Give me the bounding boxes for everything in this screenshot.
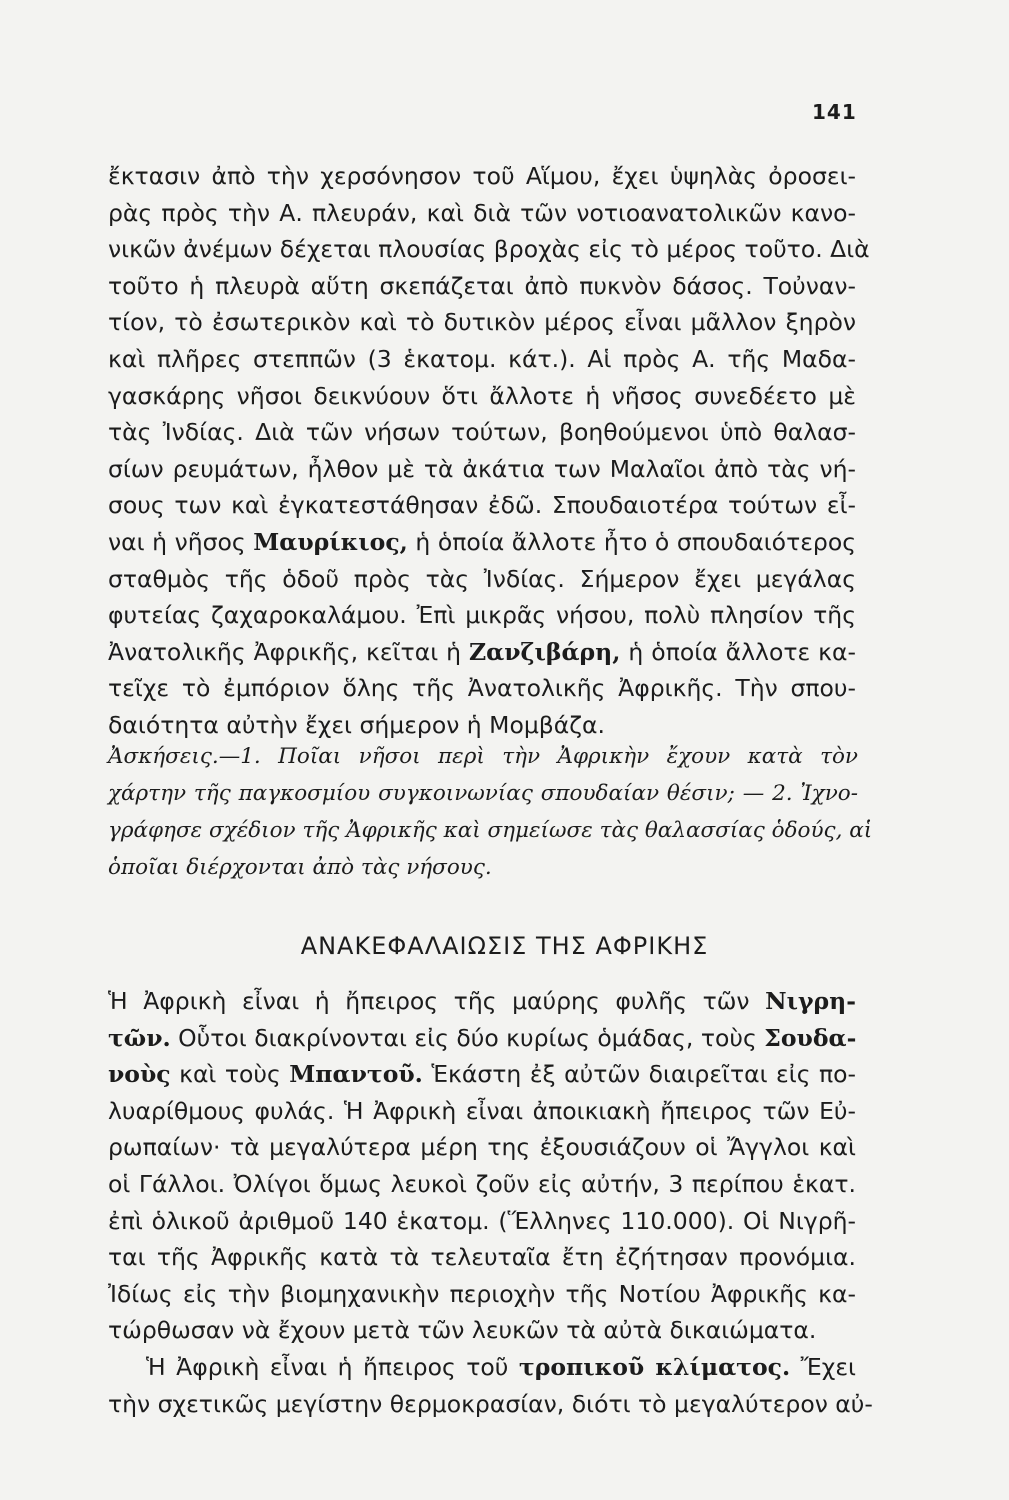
text-run: τεῖχε τὸ ἐμπόριον ὅλης τῆς Ἀνατολικῆς Ἀφρικῆς. Τὴν σπου- [108,674,856,703]
text-line [108,1386,873,1423]
text-run: γασκάρης νῆσοι δεικνύουν ὅτι ἄλλοτε ἡ νῆσος συνεδέετο μὲ [108,381,856,410]
text-line [108,670,856,707]
text-run: φυτείας ζαχαροκαλάμου. Ἐπὶ μικρᾶς νήσου, πολὺ πλησίον τῆς [108,601,856,630]
text-run: τίον, τὸ ἐσωτερικὸν καὶ τὸ δυτικὸν μέρος εἶναι μᾶλλον ξηρὸν [108,308,856,337]
text-run: ἐπὶ ὁλικοῦ ἀριθμοῦ 140 ἑκατομ. (Ἕλληνες 110.000). Οἱ Νιγρῆ- [108,1206,856,1235]
text-line [108,1056,856,1093]
text-line [108,1276,856,1313]
exercise-line: ὁποῖαι διέρχονται ἀπὸ τὰς νήσους. [108,855,492,880]
bold-term-mauritius: Μαυρίκιος, [253,527,408,556]
text-line [108,1239,856,1276]
page-number: 141 [812,100,857,124]
exercise-line: χάρτην τῆς παγκοσμίου συγκοινωνίας σπουδαίαν θέσιν; — 2. Ἰχνο- [108,781,858,806]
text-line [108,1129,856,1166]
text-run: Ἑκάστη ἐξ αὐτῶν διαιρεῖται εἰς πο- [422,1060,856,1089]
text-line [108,1020,856,1057]
paragraph-africa-summary [108,983,873,1422]
text-run: ρὰς πρὸς τὴν Α. πλευράν, καὶ διὰ τῶν νοτιοανατολικῶν κανο- [108,198,856,227]
text-line [108,487,856,524]
text-run: ἔκτασιν ἀπὸ τὴν χερσόνησον τοῦ Αἵμου, ἔχει ὑψηλὰς ὀροσει- [108,162,856,190]
text-run: οἱ Γάλλοι. Ὀλίγοι ὅμως λευκοὶ ζοῦν εἰς αὐτήν, 3 περίπου ἑκατ. [108,1169,856,1198]
text-line [108,341,856,378]
text-line [108,1349,856,1386]
text-run: τὰς Ἰνδίας. Διὰ τῶν νήσων τούτων, βοηθούμενοι ὑπὸ θαλασ- [108,418,856,447]
text-run: δαιότητα αὐτὴν ἔχει σήμερον ἡ Μομβάζα. [108,710,606,739]
bold-term-bantu: Μπαντοῦ. [289,1060,423,1089]
text-line [108,231,870,268]
text-line [108,1203,856,1240]
text-run: Ἡ Ἀφρικὴ εἶναι ἡ ἤπειρος τῆς μαύρης φυλῆς τῶν [108,987,766,1015]
exercise-line: Ἀσκήσεις.—1. Ποῖαι νῆσοι περὶ τὴν Ἀφρικὴν ἔχουν κατὰ τὸν [108,744,858,769]
text-line [108,1166,856,1203]
text-line [108,451,856,488]
bold-term-negroes: Νιγρη- [765,987,856,1015]
text-line [108,634,856,671]
text-run: τὴν σχετικῶς μεγίστην θερμοκρασίαν, διότι τὸ μεγαλύτερον αὐ- [108,1389,873,1418]
paragraph-madagascar-islands [108,158,870,744]
exercises-paragraph [108,738,873,886]
bold-term-zanzibar: Ζανζιβάρη, [469,637,621,666]
text-run: ἡ ὁποία ἄλλοτε ἦτο ὁ σπουδαιότερος [407,527,857,556]
text-run: ναι ἡ νῆσος [108,527,254,556]
text-line [108,414,856,451]
text-run: καὶ τοὺς [170,1060,290,1089]
text-run: ρωπαίων· τὰ μεγαλύτερα μέρη της ἐξουσιάζουν οἱ Ἄγγλοι καὶ [108,1133,856,1162]
text-run: νικῶν ἀνέμων δέχεται πλουσίας βροχὰς εἰς τὸ μέρος τοῦτο. Διὰ [108,235,870,264]
text-line [108,1093,856,1130]
text-run: σίων ρευμάτων, ἦλθον μὲ τὰ ἀκάτια των Μαλαῖοι ἀπὸ τὰς νή- [108,454,856,483]
text-run: σταθμὸς τῆς ὁδοῦ πρὸς τὰς Ἰνδίας. Σήμερον ἔχει μεγάλας [108,564,856,593]
text-run: Ἡ Ἀφρικὴ εἶναι ἡ ἤπειρος τοῦ [146,1352,519,1381]
text-line [108,158,856,195]
text-line [108,268,856,305]
section-heading: ΑΝΑΚΕΦΑΛΑΙΩΣΙΣ ΤΗΣ ΑΦΡΙΚΗΣ [300,932,709,960]
text-line [108,304,856,341]
bold-term-sudanese: Σουδα- [764,1023,857,1052]
text-run: λυαρίθμους φυλάς. Ἡ Ἀφρικὴ εἶναι ἀποικιακὴ ἤπειρος τῶν Εὐ- [108,1096,856,1125]
text-run: ἡ ὁποία ἄλλοτε κα- [620,637,856,666]
bold-term-tropical-climate: τροπικοῦ κλίματος. [518,1352,791,1381]
text-run: τώρθωσαν νὰ ἔχουν μετὰ τῶν λευκῶν τὰ αὐτὰ δικαιώματα. [108,1316,817,1345]
exercise-line: γράφησε σχέδιον τῆς Ἀφρικῆς καὶ σημείωσε τὰς θαλασσίας ὁδούς, αἱ [108,818,873,843]
text-run: καὶ πλῆρες στεππῶν (3 ἑκατομ. κάτ.). Αἱ πρὸς Α. τῆς Μαδα- [108,344,856,373]
bold-term-negroes-end: τῶν. [108,1023,171,1052]
text-run: Οὗτοι διακρίνονται εἰς δύο κυρίως ὁμάδας, τοὺς [170,1023,765,1052]
text-run: Ἀνατολικῆς Ἀφρικῆς, κεῖται ἡ [108,637,470,666]
text-line [108,524,856,561]
text-run: Ἰδίως εἰς τὴν βιομηχανικὴν περιοχὴν τῆς Νοτίου Ἀφρικῆς κα- [108,1279,856,1308]
text-line [108,195,856,232]
text-run: Ἔχει [790,1352,857,1381]
text-line [108,1312,856,1349]
bold-term-sudanese-end: νοὺς [108,1060,171,1089]
text-run: τοῦτο ἡ πλευρὰ αὕτη σκεπάζεται ἀπὸ πυκνὸν δάσος. Τοὐναν- [108,271,856,300]
text-line [108,597,856,634]
text-line [108,378,856,415]
text-run: ται τῆς Ἀφρικῆς κατὰ τὰ τελευταῖα ἔτη ἐζήτησαν προνόμια. [108,1243,856,1272]
text-run: σους των καὶ ἐγκατεστάθησαν ἐδῶ. Σπουδαιοτέρα τούτων εἶ- [108,491,856,520]
text-line [108,983,856,1020]
text-line [108,561,856,598]
